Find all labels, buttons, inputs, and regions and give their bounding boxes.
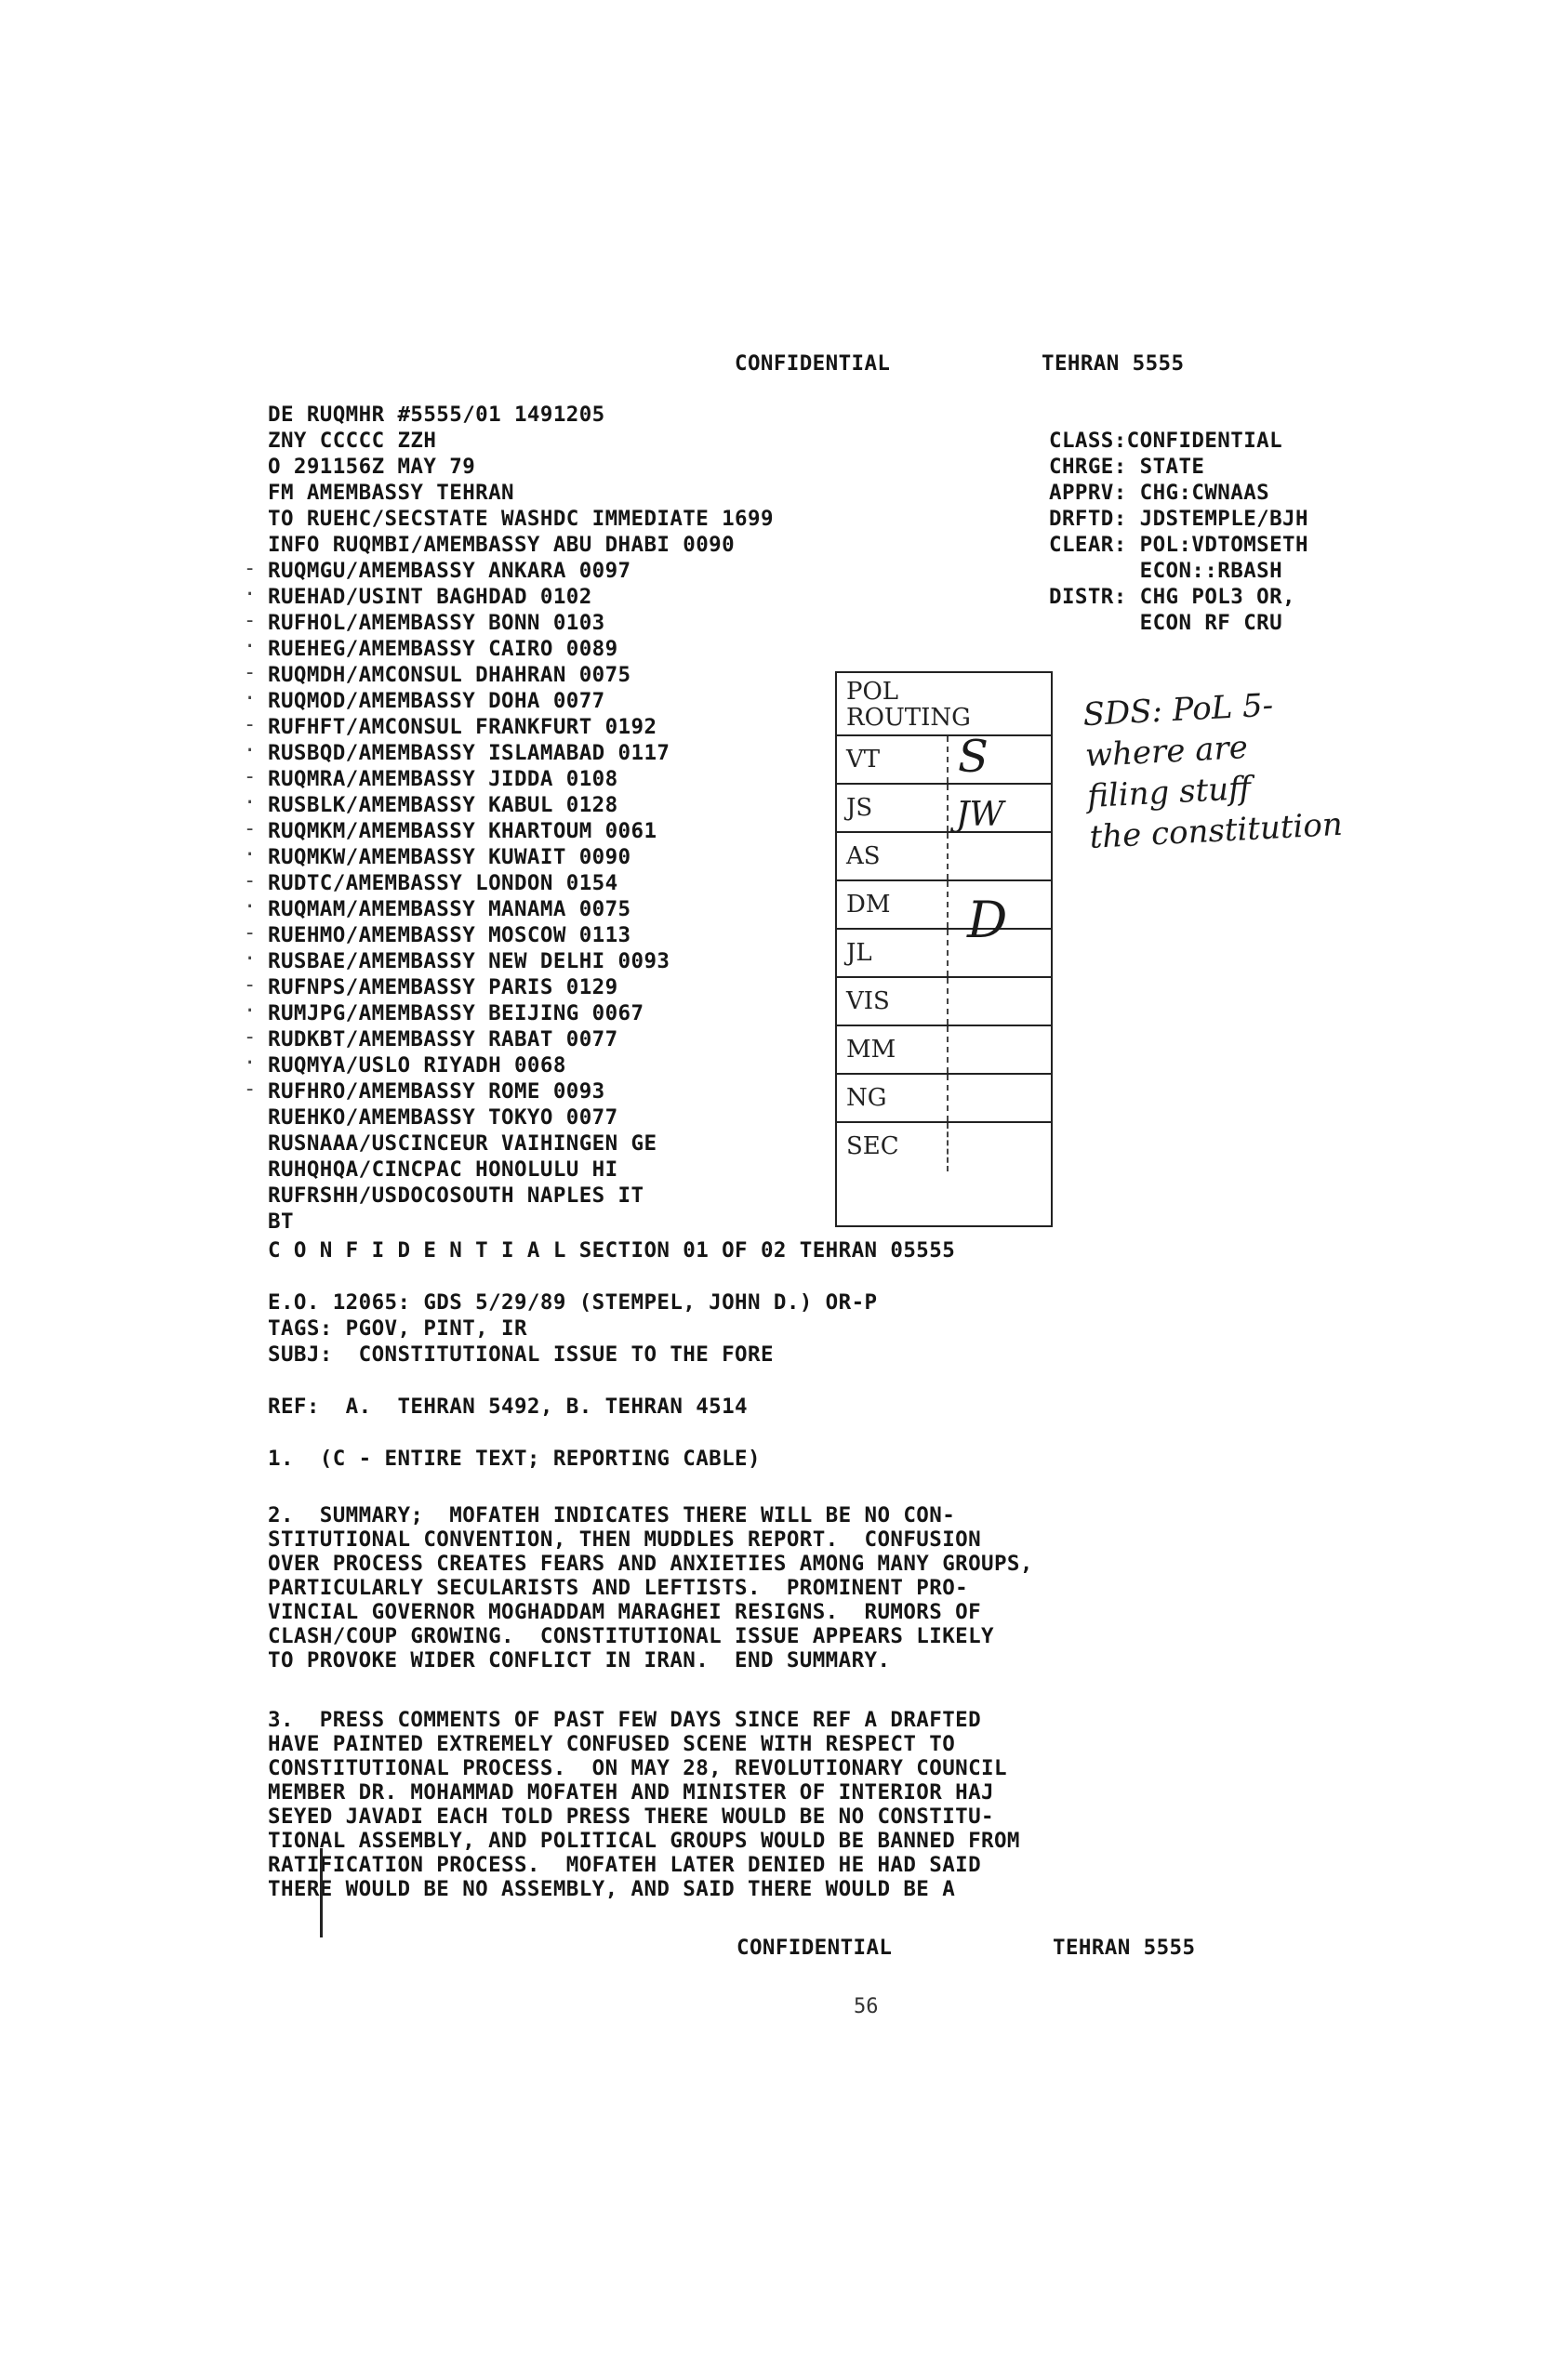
routing-row-mm (837, 1026, 1051, 1075)
routing-line: RUDTC/AMEMBASSY LONDON 0154 (268, 871, 618, 895)
routing-box-title: POL ROUTING (837, 673, 1051, 736)
routing-line: RUFNPS/AMEMBASSY PARIS 0129 (268, 975, 618, 999)
routing-line: RUSNAAA/USCINCEUR VAIHINGEN GE (268, 1131, 657, 1156)
margin-bracket-mark (320, 1848, 332, 1937)
header-classification: CONFIDENTIAL (735, 351, 891, 376)
routing-line: RUEHMO/AMEMBASSY MOSCOW 0113 (268, 923, 631, 947)
paragraph-line: RATIFICATION PROCESS. MOFATEH LATER DENIED HE HAD SAID (268, 1853, 982, 1877)
metadata-line: ECON::RBASH (1049, 559, 1283, 583)
routing-line: RUSBQD/AMEMBASSY ISLAMABAD 0117 (268, 741, 670, 765)
paragraph-2 (268, 1502, 1198, 1688)
routing-code: MM (846, 1036, 896, 1064)
metadata-line: DISTR: CHG POL3 OR, (1049, 585, 1295, 609)
routing-line: RUEHEG/AMEMBASSY CAIRO 0089 (268, 637, 618, 661)
handwritten-note: SDS: PoL 5- where are filing stuff the constitution (1082, 686, 1344, 857)
paragraph-line: CONSTITUTIONAL PROCESS. ON MAY 28, REVOLUTIONARY COUNCIL (268, 1756, 1007, 1780)
routing-code: AS (846, 842, 881, 870)
routing-line: RUQMAM/AMEMBASSY MANAMA 0075 (268, 897, 631, 921)
routing-line: RUHQHQA/CINCPAC HONOLULU HI (268, 1157, 618, 1182)
routing-line: DE RUQMHR #5555/01 1491205 (268, 403, 605, 427)
routing-line: ZNY CCCCC ZZH (268, 429, 437, 453)
metadata-line: CHRGE: STATE (1049, 455, 1205, 479)
pol-routing-box (835, 671, 1053, 1227)
routing-line: RUSBAE/AMEMBASSY NEW DELHI 0093 (268, 949, 670, 973)
paragraph-line: TO PROVOKE WIDER CONFLICT IN IRAN. END SUMMARY. (268, 1648, 891, 1673)
routing-line: RUQMRA/AMEMBASSY JIDDA 0108 (268, 767, 618, 791)
routing-code: NG (846, 1084, 887, 1112)
subject-line: SUBJ: CONSTITUTIONAL ISSUE TO THE FORE (268, 1342, 774, 1367)
routing-row-ng (837, 1075, 1051, 1123)
handwritten-initials-js: JW (956, 796, 1004, 834)
routing-row-sec (837, 1123, 1051, 1171)
routing-line: RUQMKM/AMEMBASSY KHARTOUM 0061 (268, 819, 657, 843)
paragraph-1: 1. (C - ENTIRE TEXT; REPORTING CABLE) (268, 1447, 761, 1471)
routing-line: RUMJPG/AMEMBASSY BEIJING 0067 (268, 1001, 644, 1025)
metadata-line: CLEAR: POL:VDTOMSETH (1049, 533, 1308, 557)
paragraph-line: VINCIAL GOVERNOR MOGHADDAM MARAGHEI RESIGNS. RUMORS OF (268, 1600, 982, 1624)
routing-line: RUQMYA/USLO RIYADH 0068 (268, 1053, 566, 1078)
footer-cable-ref: TEHRAN 5555 (1053, 1936, 1196, 1960)
paragraph-line: PARTICULARLY SECULARISTS AND LEFTISTS. PROMINENT PRO- (268, 1576, 969, 1600)
routing-row-jl (837, 930, 1051, 978)
routing-line: RUFHRO/AMEMBASSY ROME 0093 (268, 1079, 605, 1104)
routing-code: SEC (846, 1132, 899, 1160)
paragraph-line: STITUTIONAL CONVENTION, THEN MUDDLES REPORT. CONFUSION (268, 1527, 982, 1552)
routing-line: TO RUEHC/SECSTATE WASHDC IMMEDIATE 1699 (268, 507, 774, 531)
routing-line: O 291156Z MAY 79 (268, 455, 476, 479)
routing-code: DM (846, 891, 891, 919)
routing-row-js (837, 785, 1051, 833)
metadata-line: APPRV: CHG:CWNAAS (1049, 481, 1270, 505)
routing-line: RUQMOD/AMEMBASSY DOHA 0077 (268, 689, 605, 713)
routing-row-vt (837, 736, 1051, 785)
routing-line: RUQMGU/AMEMBASSY ANKARA 0097 (268, 559, 631, 583)
metadata-line: ECON RF CRU (1049, 611, 1283, 635)
routing-code: VIS (846, 987, 890, 1015)
paragraph-line: 3. PRESS COMMENTS OF PAST FEW DAYS SINCE REF A DRAFTED (268, 1708, 982, 1732)
routing-row-as (837, 833, 1051, 881)
routing-code: VT (846, 746, 881, 774)
paragraph-3 (268, 1707, 1198, 1911)
paragraph-line: SEYED JAVADI EACH TOLD PRESS THERE WOULD BE NO CONSTITU- (268, 1805, 994, 1829)
routing-line: RUFHFT/AMCONSUL FRANKFURT 0192 (268, 715, 657, 739)
routing-line: RUFHOL/AMEMBASSY BONN 0103 (268, 611, 605, 635)
paragraph-line: MEMBER DR. MOHAMMAD MOFATEH AND MINISTER OF INTERIOR HAJ (268, 1780, 994, 1805)
margin-marks: - · - · - · - · - · - · - · - · - · - · - (244, 557, 257, 1101)
routing-code: JL (846, 939, 872, 967)
routing-line: RUDKBT/AMEMBASSY RABAT 0077 (268, 1027, 618, 1051)
routing-line: RUSBLK/AMEMBASSY KABUL 0128 (268, 793, 618, 817)
ref-line: REF: A. TEHRAN 5492, B. TEHRAN 4514 (268, 1395, 749, 1419)
page-number: 56 (854, 1995, 879, 2018)
handwritten-initials-dm: D (967, 891, 1008, 949)
paragraph-line: HAVE PAINTED EXTREMELY CONFUSED SCENE WITH RESPECT TO (268, 1732, 956, 1756)
metadata-line: DRFTD: JDSTEMPLE/BJH (1049, 507, 1308, 531)
routing-line: RUQMDH/AMCONSUL DHAHRAN 0075 (268, 663, 631, 687)
section-header: C O N F I D E N T I A L SECTION 01 OF 02 TEHRAN 05555 (268, 1238, 956, 1263)
paragraph-line: 2. SUMMARY; MOFATEH INDICATES THERE WILL BE NO CON- (268, 1503, 956, 1527)
routing-line: RUEHAD/USINT BAGHDAD 0102 (268, 585, 592, 609)
footer-classification: CONFIDENTIAL (737, 1936, 893, 1960)
eo-line: E.O. 12065: GDS 5/29/89 (STEMPEL, JOHN D.) OR-P (268, 1290, 878, 1315)
routing-line: FM AMEMBASSY TEHRAN (268, 481, 514, 505)
metadata-line: CLASS:CONFIDENTIAL (1049, 429, 1283, 453)
paragraph-line: TIONAL ASSEMBLY, AND POLITICAL GROUPS WOULD BE BANNED FROM (268, 1829, 1020, 1853)
paragraph-line: CLASH/COUP GROWING. CONSTITUTIONAL ISSUE APPEARS LIKELY (268, 1624, 994, 1648)
paragraph-line: THERE WOULD BE NO ASSEMBLY, AND SAID THERE WOULD BE A (268, 1877, 956, 1901)
routing-line: INFO RUQMBI/AMEMBASSY ABU DHABI 0090 (268, 533, 736, 557)
routing-line: RUEHKO/AMEMBASSY TOKYO 0077 (268, 1105, 618, 1130)
tags-line: TAGS: PGOV, PINT, IR (268, 1316, 527, 1341)
header-cable-ref: TEHRAN 5555 (1042, 351, 1185, 376)
handwritten-initials-vt: S (958, 731, 989, 783)
addressee-block (268, 402, 863, 1238)
paragraph-line: OVER PROCESS CREATES FEARS AND ANXIETIES AMONG MANY GROUPS, (268, 1552, 1033, 1576)
routing-row-dm (837, 881, 1051, 930)
routing-code: JS (846, 794, 873, 822)
routing-line: RUFRSHH/USDOCOSOUTH NAPLES IT (268, 1183, 644, 1208)
cable-metadata-block (1049, 428, 1402, 651)
routing-row-vis (837, 978, 1051, 1026)
routing-line: BT (268, 1210, 294, 1234)
routing-line: RUQMKW/AMEMBASSY KUWAIT 0090 (268, 845, 631, 869)
